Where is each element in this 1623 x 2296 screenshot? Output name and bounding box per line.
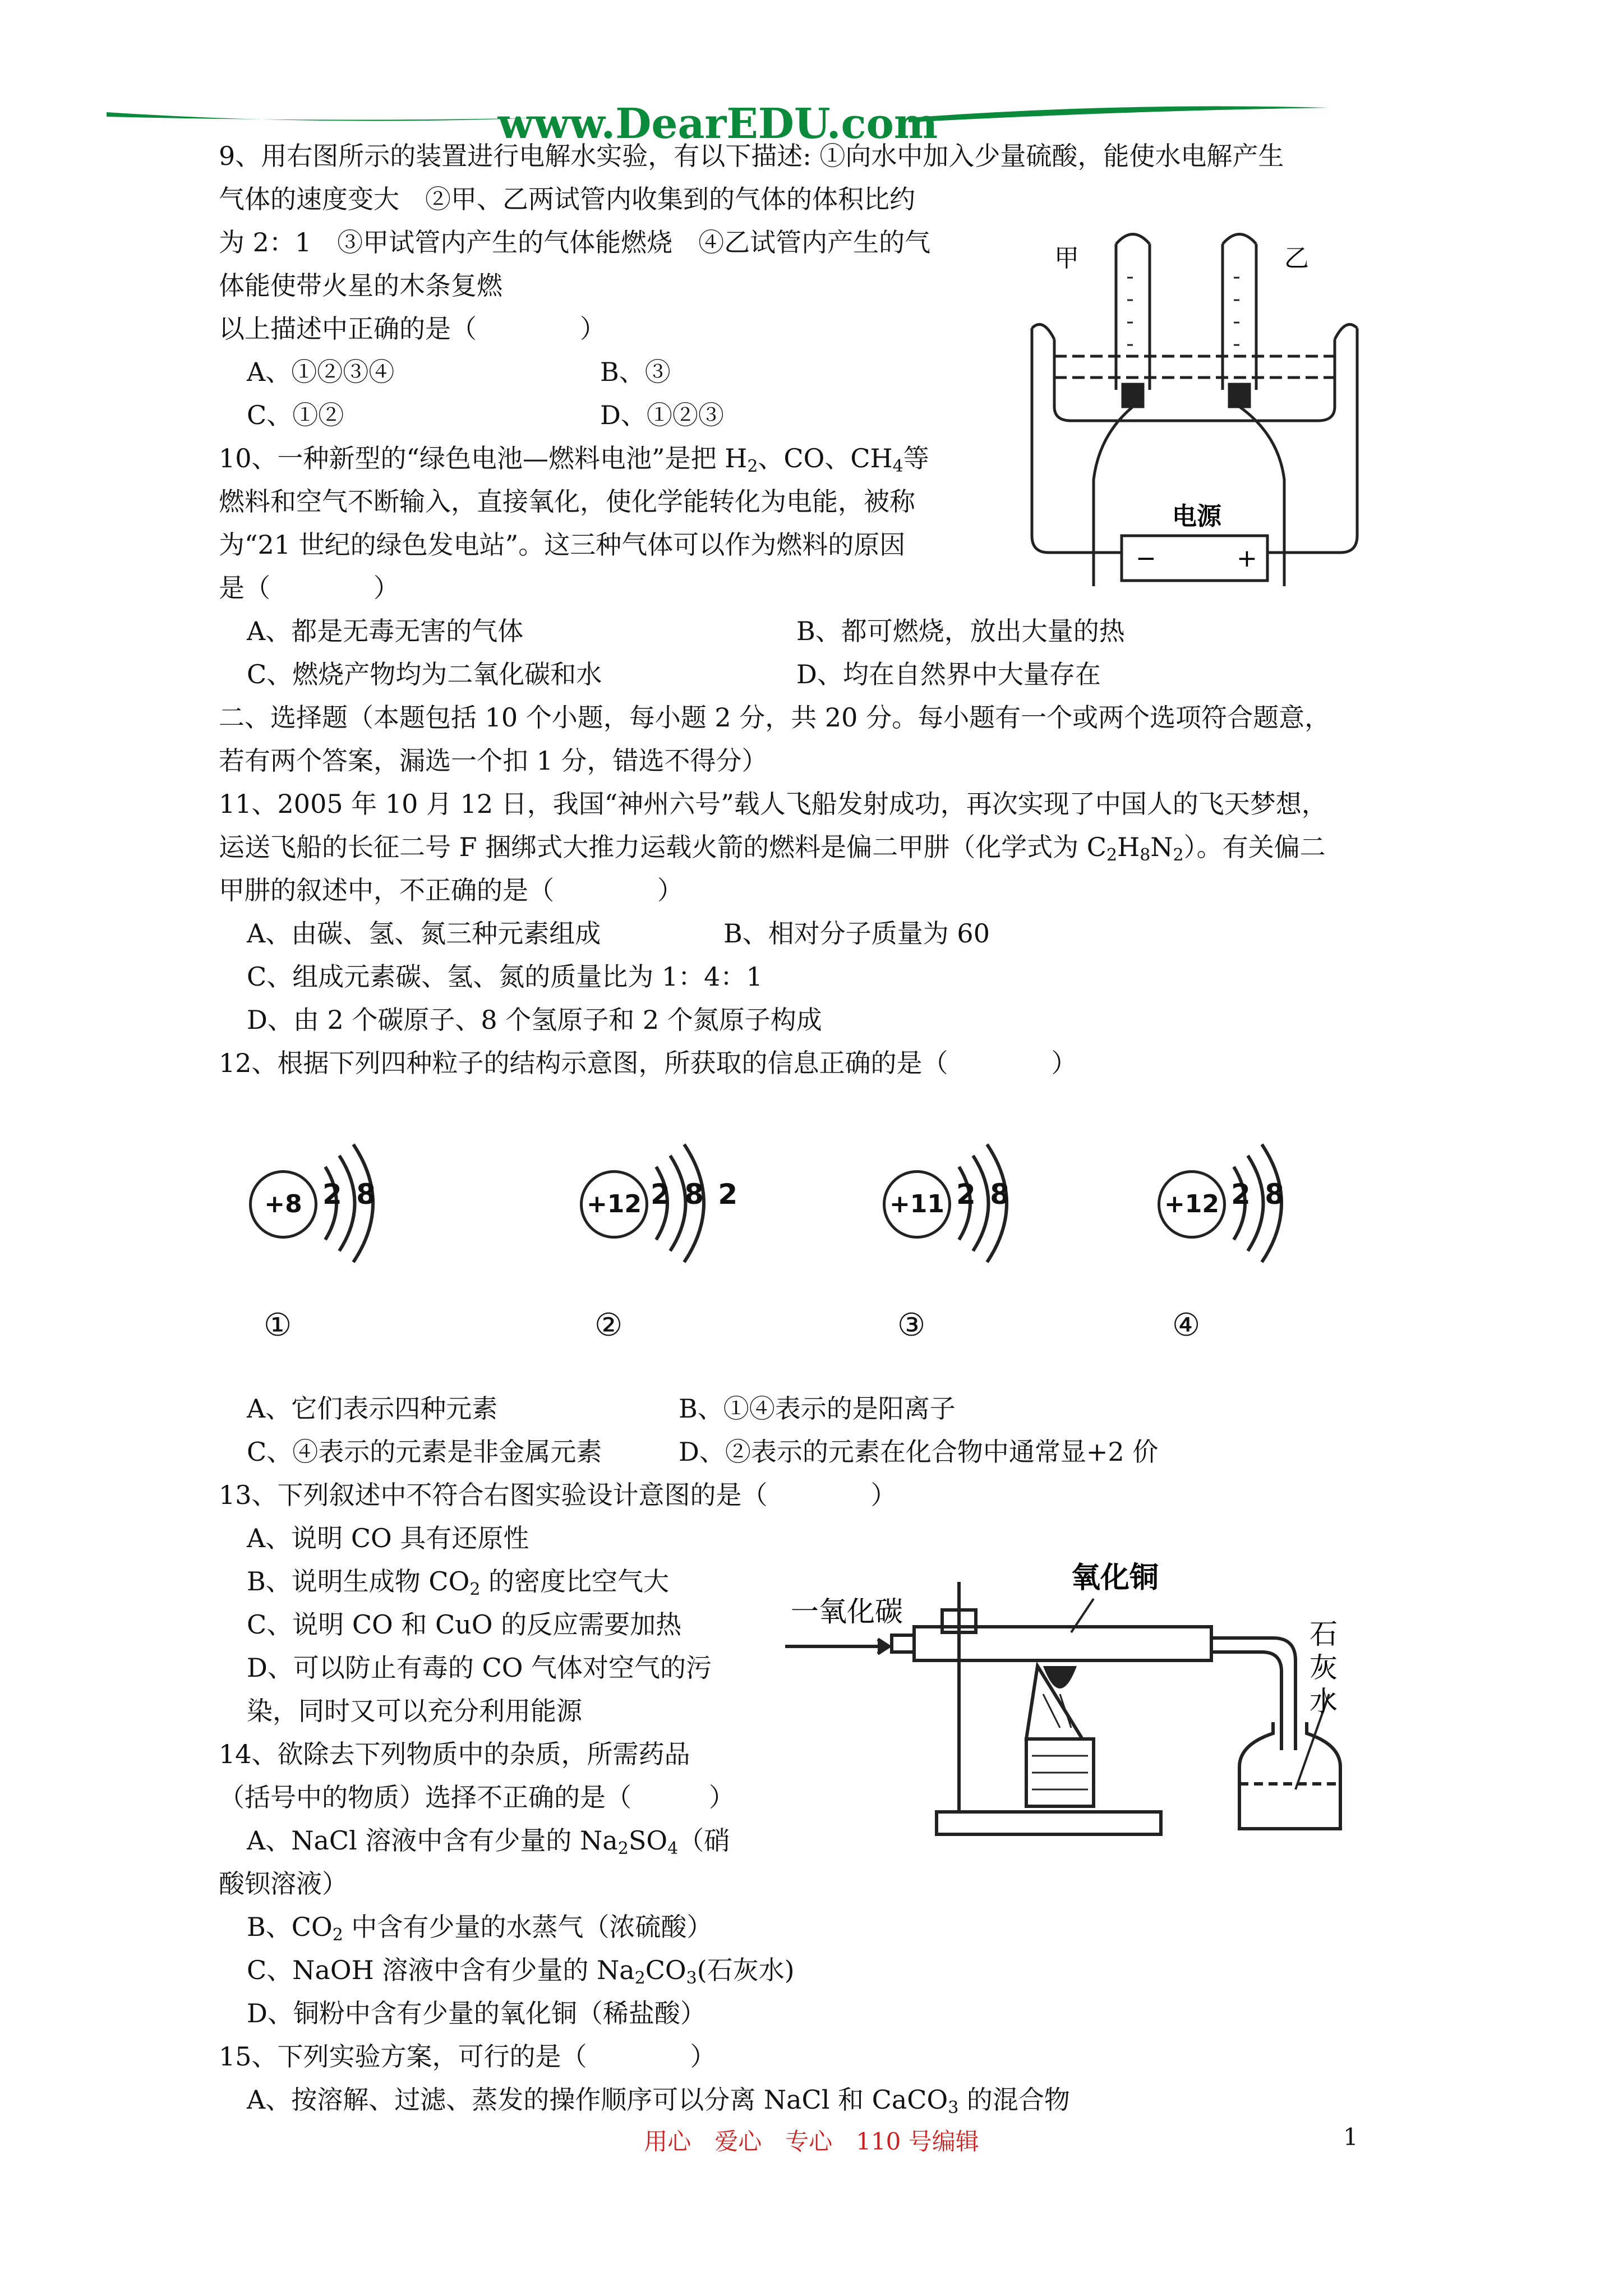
q15-stem: 15、下列实验方案，可行的是（ ）: [219, 2041, 716, 2072]
q14-option-c: [219, 1949, 1419, 1992]
electrolysis-figure: [1021, 222, 1368, 586]
atom-diagram-4: [1150, 1133, 1318, 1369]
section2-line-1: 二、选择题（本题包括 10 个小题，每小题 2 分，共 20 分。每小题有一个或两个选项符合题意，: [219, 702, 1331, 733]
q14-option-d: D、铜粉中含有少量的氧化铜（稀盐酸）: [247, 1998, 706, 2028]
limewater-label-3: 水: [1310, 1685, 1338, 1718]
q11-text-a: 运送飞船的长征二号 F 捆绑式大推力运载火箭的燃料是偏二甲肼（化学式为 C: [219, 832, 1106, 862]
q11-option-a: A、由碳、氢、氮三种元素组成: [247, 918, 601, 949]
co-reduction-diagram: [780, 1548, 1346, 1840]
q11-text-h: H: [1117, 832, 1140, 862]
q10-text-c: 等: [903, 443, 929, 473]
q14-option-a-sub1: 2: [617, 1839, 629, 1858]
q11-sub-n: 2: [1173, 845, 1184, 865]
q12-stem: 12、根据下列四种粒子的结构示意图，所获取的信息正确的是（ ）: [219, 1048, 1077, 1078]
atom-label: ③: [897, 1307, 926, 1343]
q14-option-b-sub: 2: [332, 1925, 343, 1945]
electron-config: 2 8: [1231, 1178, 1287, 1211]
q11-text-d: ）。有关偏二: [1183, 832, 1326, 862]
q11-options-ab: [219, 912, 1419, 955]
atom-label: ②: [594, 1307, 623, 1343]
q10-line-4: 是（ ）: [219, 573, 399, 603]
q10-option-d: D、均在自然界中大量存在: [796, 659, 1101, 689]
q13-option-b-text: B、说明生成物 CO: [247, 1566, 470, 1596]
q9-line-2: 气体的速度变大 ②甲、乙两试管内收集到的气体的体积比约: [219, 184, 915, 214]
q9-line-5: 以上描述中正确的是（ ）: [219, 314, 606, 344]
limewater-label-1: 石: [1310, 1618, 1338, 1650]
co-gas-label: 一氧化碳: [791, 1595, 903, 1628]
q13-option-b-sub: 2: [469, 1580, 481, 1599]
q9-option-d: D、①②③: [600, 400, 724, 430]
q14-option-b: [219, 1906, 1419, 1949]
co-reduction-figure: [780, 1548, 1346, 1840]
q14-option-a-so: SO: [628, 1825, 668, 1856]
q9-option-c: C、①②: [247, 400, 344, 430]
section2-line-2: 若有两个答案，漏选一个扣 1 分，错选不得分）: [219, 746, 768, 776]
q14-option-c-text: C、NaOH 溶液中含有少量的 Na: [247, 1955, 635, 1985]
q10-option-a: A、都是无毒无害的气体: [247, 616, 524, 646]
site-brand[interactable]: www.DearEDU.com: [497, 100, 938, 148]
limewater-label-2: 灰: [1310, 1651, 1338, 1684]
nucleus-charge: +12: [580, 1170, 648, 1239]
tube-label-left: 甲: [1054, 244, 1079, 273]
q11-line-3: 甲肼的叙述中，不正确的是（ ）: [219, 875, 683, 905]
page-number: 1: [1343, 2123, 1358, 2151]
electrolysis-diagram: [1021, 222, 1368, 586]
q10-sub-ch: 4: [892, 457, 903, 476]
nucleus-charge: +11: [883, 1170, 951, 1239]
copper-oxide-label: 氧化铜: [1071, 1561, 1159, 1595]
q11-sub-c: 2: [1106, 845, 1118, 865]
q10-options-cd: [219, 653, 1419, 696]
q15-option-a-text: A、按溶解、过滤、蒸发的操作顺序可以分离 NaCl 和 CaCO: [247, 2085, 948, 2115]
electron-config: 2 8: [322, 1178, 378, 1211]
q10-line-3: 为“21 世纪的绿色发电站”。这三种气体可以作为燃料的原因: [219, 530, 906, 560]
atom-label: ①: [264, 1307, 292, 1343]
q9-option-a: A、①②③④: [247, 357, 395, 387]
q11-text-n: N: [1150, 832, 1173, 862]
q15-option-a-sub: 3: [948, 2098, 959, 2118]
q10-option-b: B、都可燃烧，放出大量的热: [796, 616, 1125, 646]
q12-options-ab: [219, 1387, 1419, 1430]
nucleus-charge: +8: [249, 1170, 317, 1239]
q14-option-b-text: B、CO: [247, 1912, 333, 1942]
q14-option-c-sub1: 2: [634, 1968, 645, 1988]
q14-option-c-co: CO: [645, 1955, 686, 1985]
q14-option-a-rest: （硝: [678, 1825, 730, 1856]
q12-option-d: D、②表示的元素在化合物中通常显+2 价: [679, 1437, 1159, 1467]
q11-option-c: C、组成元素碳、氢、氮的质量比为 1：4：1: [247, 961, 763, 992]
q11-line-1: 11、2005 年 10 月 12 日，我国“神州六号”载人飞船发射成功，再次实现了中国人的飞天梦想，: [219, 789, 1327, 819]
q15-option-a: [219, 2078, 1419, 2122]
atom-diagram-1: [241, 1133, 409, 1369]
q12-option-b: B、①④表示的是阳离子: [679, 1393, 956, 1424]
q10-line-2: 燃料和空气不断输入，直接氧化，使化学能转化为电能，被称: [219, 486, 915, 517]
q13-option-d-2: 染，同时又可以充分利用能源: [247, 1696, 582, 1726]
q11-sub-h: 8: [1140, 845, 1151, 865]
q11-option-b: B、相对分子质量为 60: [723, 918, 990, 949]
atom-label: ④: [1172, 1307, 1201, 1343]
q14-line-2: （括号中的物质）选择不正确的是（ ）: [219, 1782, 735, 1812]
q10-option-c: C、燃烧产物均为二氧化碳和水: [247, 659, 602, 689]
q10-text-b: 、CO、CH: [758, 443, 893, 473]
q13-option-c: C、说明 CO 和 CuO 的反应需要加热: [247, 1609, 682, 1640]
q15-option-a-rest: 的混合物: [958, 2085, 1070, 2115]
q14-option-a-line-2: 酸钡溶液）: [219, 1869, 348, 1899]
q14-option-c-rest: (石灰水): [697, 1955, 795, 1985]
atom-diagrams: [241, 1133, 1335, 1369]
q14-line-1: 14、欲除去下列物质中的杂质，所需药品: [219, 1739, 690, 1769]
q13-option-a: A、说明 CO 具有还原性: [247, 1523, 529, 1553]
q9-line-4: 体能使带火星的木条复燃: [219, 270, 502, 301]
q9-line-3: 为 2：1 ③甲试管内产生的气体能燃烧 ④乙试管内产生的气: [219, 227, 931, 257]
q13-stem: 13、下列叙述中不符合右图实验设计意图的是（ ）: [219, 1480, 897, 1510]
q10-options-ab: [219, 610, 1419, 653]
q11-option-d: D、由 2 个碳原子、8 个氢原子和 2 个氮原子构成: [247, 1005, 822, 1035]
tube-label-right: 乙: [1284, 244, 1309, 273]
q14-option-a-sub2: 4: [667, 1839, 679, 1858]
q11-line-2: [219, 826, 1419, 869]
q14-option-a-text: A、NaCl 溶液中含有少量的 Na: [247, 1825, 618, 1856]
power-minus: −: [1136, 544, 1156, 573]
q10-text-a: 10、一种新型的“绿色电池—燃料电池”是把 H: [219, 443, 748, 473]
q9-line-1: 9、用右图所示的装置进行电解水实验，有以下描述: ①向水中加入少量硫酸，能使水电解产生: [219, 141, 1284, 171]
q10-sub-h: 2: [747, 457, 758, 476]
atom-diagram-3: [875, 1133, 1043, 1369]
power-plus: +: [1237, 544, 1257, 573]
q13-option-d-1: D、可以防止有毒的 CO 气体对空气的污: [247, 1653, 712, 1683]
nucleus-charge: +12: [1158, 1170, 1226, 1239]
power-label: 电源: [1172, 502, 1221, 531]
electron-config: 2 8 2: [651, 1178, 740, 1211]
q14-option-b-rest: 中含有少量的水蒸气（浓硫酸）: [343, 1912, 713, 1942]
q9-option-b: B、③: [600, 357, 671, 387]
q13-option-b-rest: 的密度比空气大: [480, 1566, 670, 1596]
electron-config: 2 8: [956, 1178, 1012, 1211]
q12-option-c: C、④表示的元素是非金属元素: [247, 1437, 602, 1467]
q12-option-a: A、它们表示四种元素: [247, 1393, 498, 1424]
footer-text: 用心 爱心 专心 110 号编辑: [644, 2128, 979, 2155]
q14-option-c-sub2: 3: [686, 1968, 697, 1988]
atom-diagram-2: [572, 1133, 740, 1369]
q12-options-cd: [219, 1430, 1419, 1474]
